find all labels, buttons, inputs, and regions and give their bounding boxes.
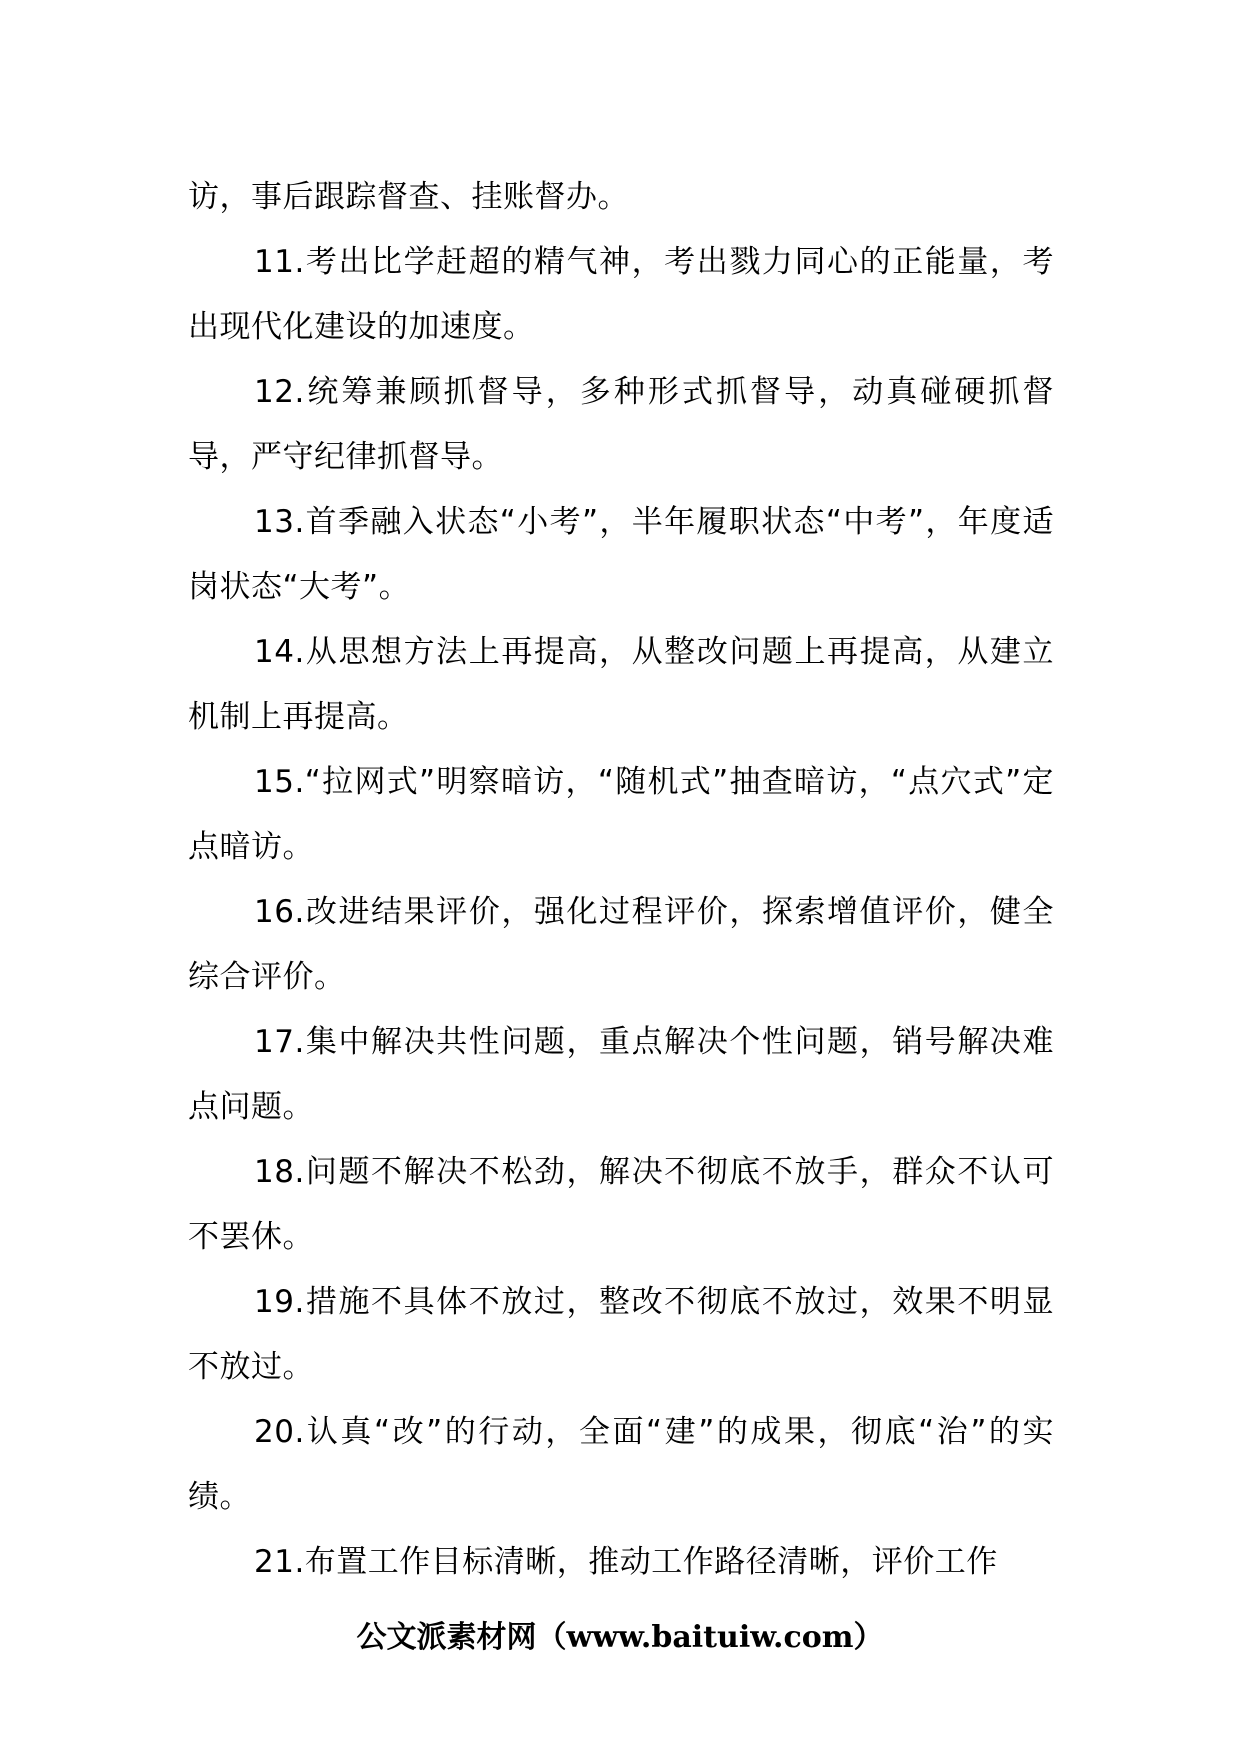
paragraph-item-11: 11.考出比学赶超的精气神，考出戮力同心的正能量，考出现代化建设的加速度。 [188,244,1054,345]
paragraph-item-16: 16.改进结果评价，强化过程评价，探索增值评价，健全综合评价。 [188,894,1054,995]
paragraph-item-17: 17.集中解决共性问题，重点解决个性问题，销号解决难点问题。 [188,1024,1054,1125]
paragraph-item-14: 14.从思想方法上再提高，从整改问题上再提高，从建立机制上再提高。 [188,634,1054,735]
paragraph-item-21: 21.布置工作目标清晰，推动工作路径清晰，评价工作 [254,1544,998,1580]
paragraph-continuation: 访，事后跟踪督查、挂账督办。 [188,179,629,215]
paragraph-item-19: 19.措施不具体不放过，整改不彻底不放过，效果不明显不放过。 [188,1284,1054,1385]
document-body [188,165,1054,1595]
paragraph-item-18: 18.问题不解决不松劲，解决不彻底不放手，群众不认可不罢休。 [188,1154,1054,1255]
paragraph-item-12: 12.统筹兼顾抓督导，多种形式抓督导，动真碰硬抓督导，严守纪律抓督导。 [188,374,1054,475]
paragraph-item-15: 15.“拉网式”明察暗访，“随机式”抽查暗访，“点穴式”定点暗访。 [188,764,1054,865]
paragraph-item-20: 20.认真“改”的行动，全面“建”的成果，彻底“治”的实绩。 [188,1414,1054,1515]
page-footer-watermark: 公文派素材网（www.baituiw.com） [356,1620,884,1655]
paragraph-item-13: 13.首季融入状态“小考”，半年履职状态“中考”，年度适岗状态“大考”。 [188,504,1054,605]
